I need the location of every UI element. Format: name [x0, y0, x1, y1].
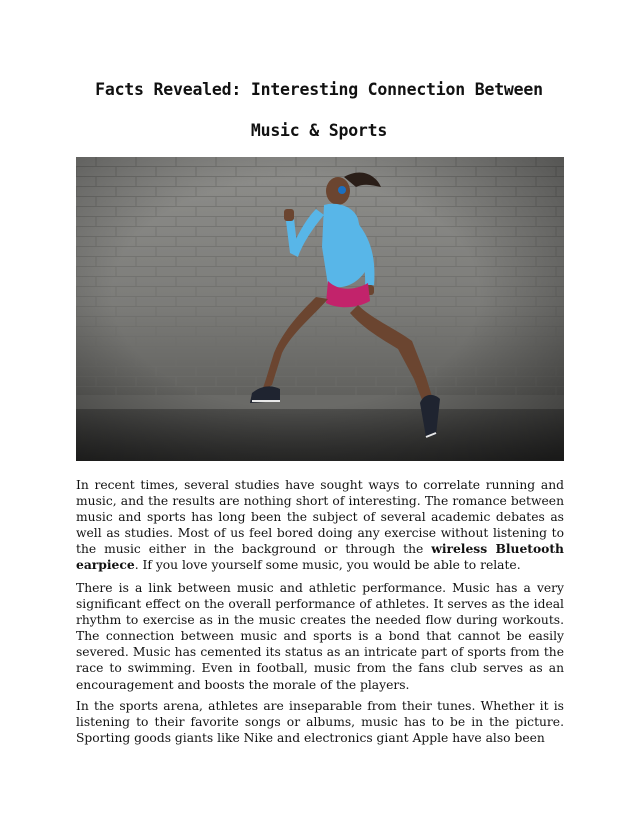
document-title-line-2: Music & Sports — [250, 121, 388, 140]
wireless-bluetooth-earpiece-link[interactable]: wireless Bluetooth earpiece — [76, 541, 564, 573]
runner-photo — [76, 157, 564, 461]
paragraph-2: There is a link between music and athletic performance. Music has a very significant effect on the overall performance of athletes. It serves as the ideal rhythm to exercise as in the music creates the needed flow during workouts. The connection between music and sports is a bond that cannot be easily severed. Music has cemented its status as an intricate part of sports from the race to swimming. Even in football, music from the fans club serves as an encouragement and boosts the morale of the players. — [76, 581, 564, 692]
paragraph-1-text-start: In recent times, several studies have sought ways to correlate running and music, and the results are nothing short of interesting. The romance between music and sports has long been the subject of several academic debates as well as studies. Most of us feel bored doing any exercise without listening to the music either in the background or through the — [76, 478, 564, 557]
paragraph-1-text-end: . If you love yourself some music, you would be able to relate. — [134, 558, 521, 573]
paragraph-3: In the sports arena, athletes are inseparable from their tunes. Whether it is listening to their favorite songs or albums, music has to be in the picture. Sporting goods giants like Nike and electronics giant Apple have also been — [76, 699, 564, 746]
paragraph-1 — [76, 477, 564, 574]
document-title-line-1: Facts Revealed: Interesting Connection Between — [95, 80, 543, 99]
